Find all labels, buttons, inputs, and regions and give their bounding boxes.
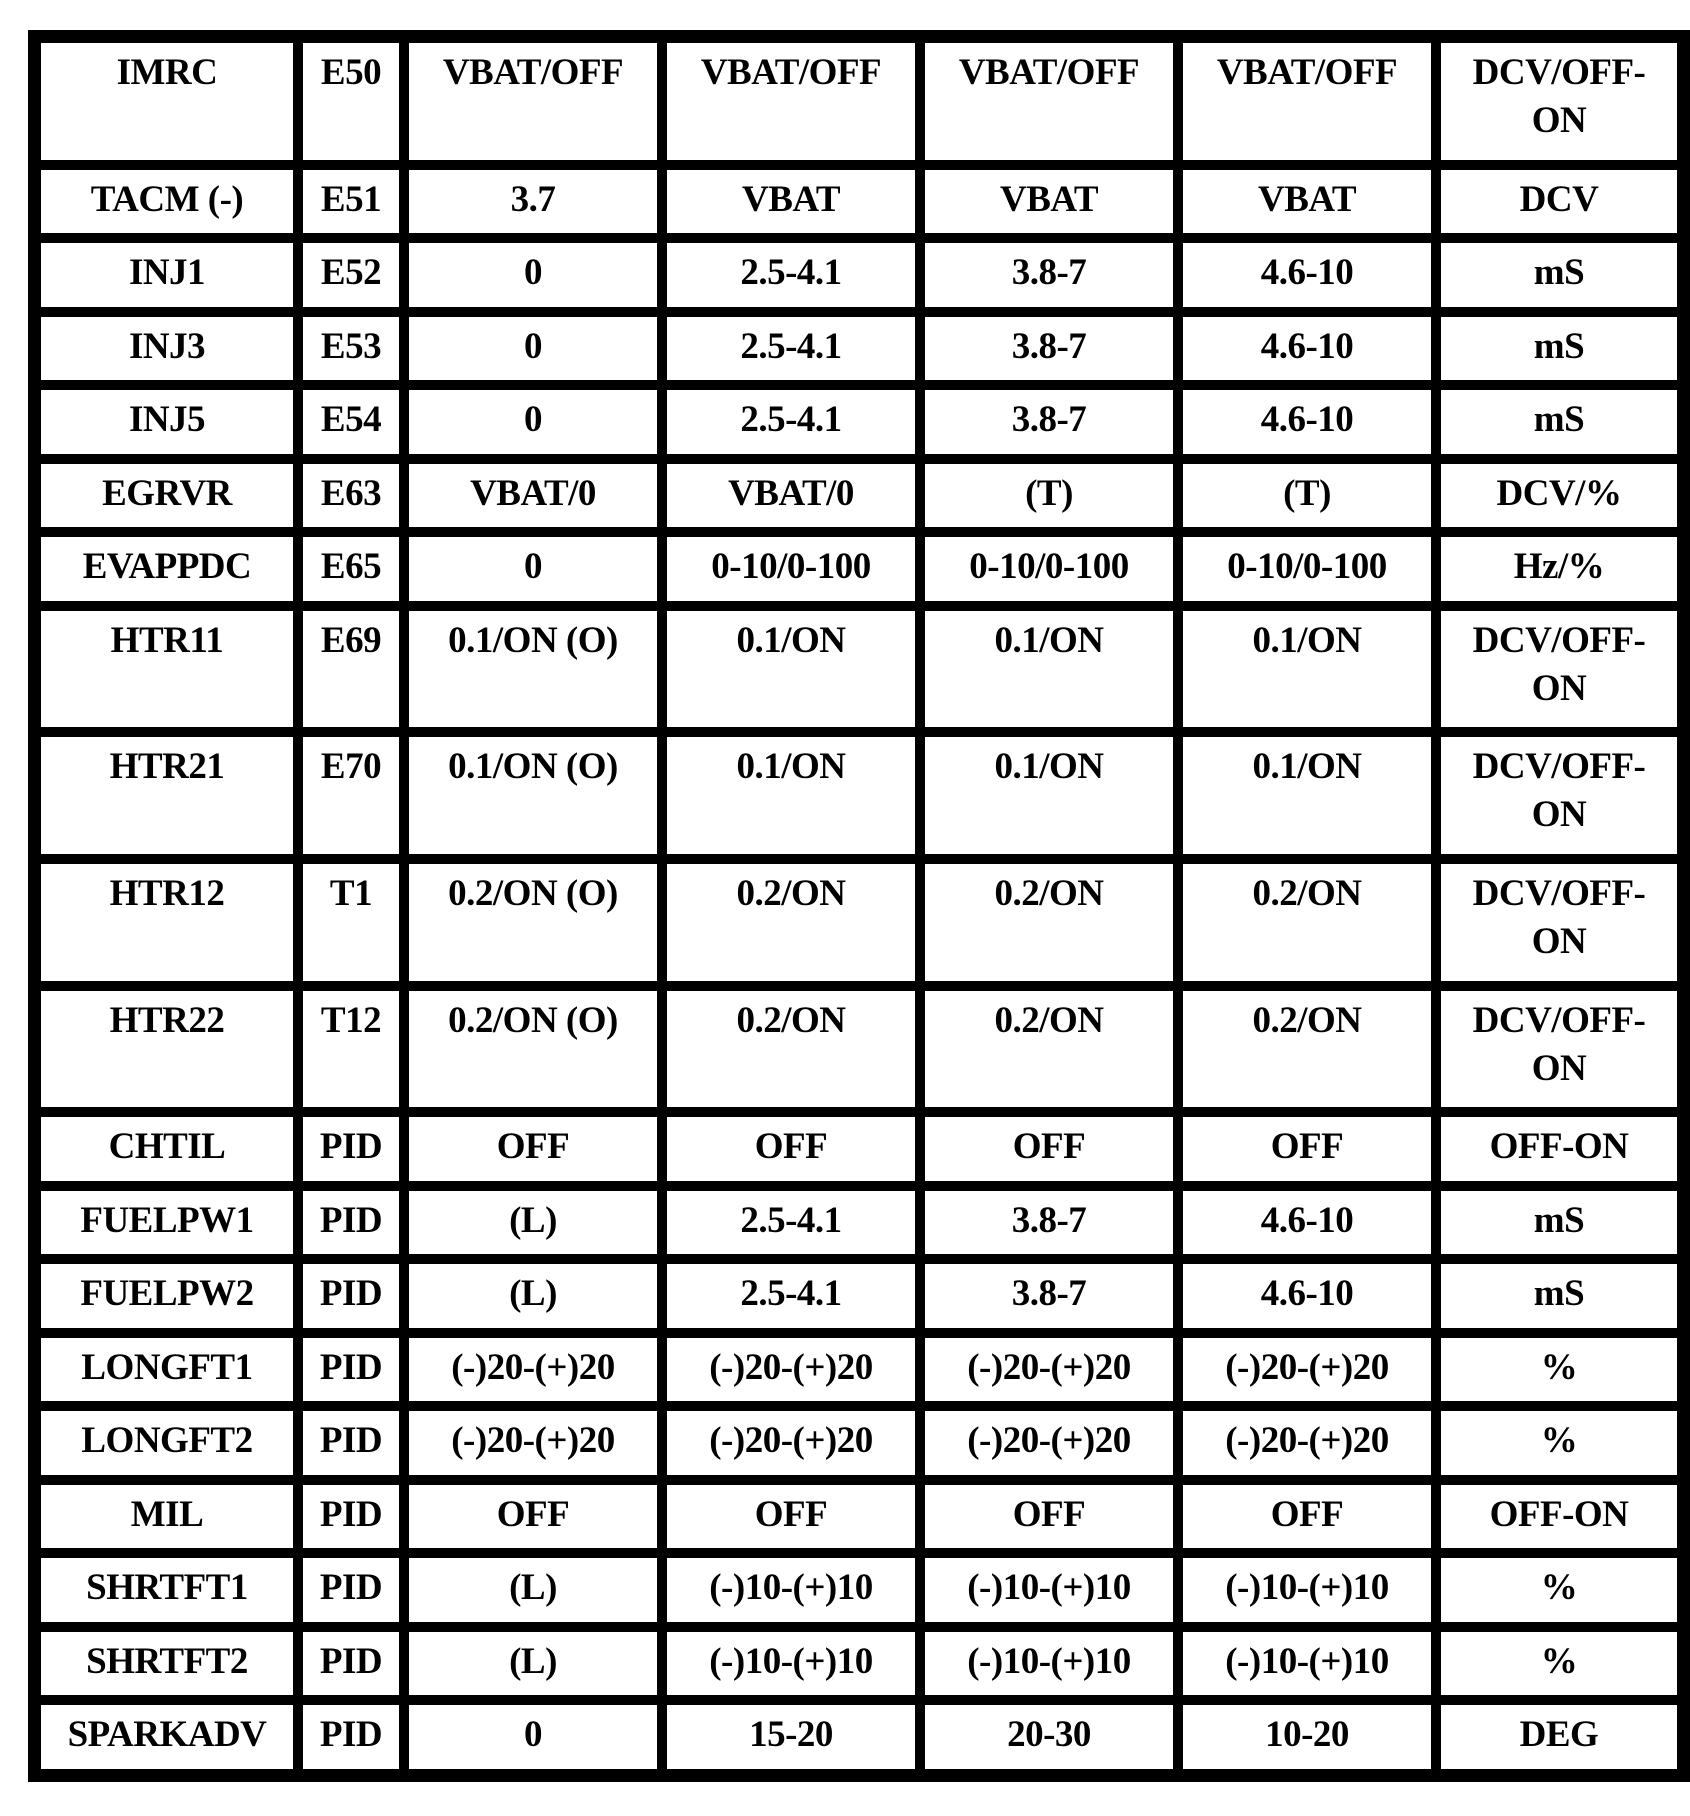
signal-name-cell: FUELPW1 <box>36 1186 298 1260</box>
unit-cell: mS <box>1436 385 1682 459</box>
value-col3-cell: 3.8-7 <box>920 1259 1178 1333</box>
value-col3-cell: VBAT <box>920 165 1178 239</box>
unit-cell: % <box>1436 1333 1682 1407</box>
value-col3-cell: (-)10-(+)10 <box>920 1627 1178 1701</box>
value-col3-cell: (-)20-(+)20 <box>920 1406 1178 1480</box>
value-col3-cell: 3.8-7 <box>920 1186 1178 1260</box>
value-col2-cell: (-)10-(+)10 <box>662 1553 920 1627</box>
value-col2-cell: 2.5-4.1 <box>662 1259 920 1333</box>
table-row <box>36 459 1682 533</box>
pin-cell: E70 <box>298 732 404 859</box>
pin-cell: PID <box>298 1333 404 1407</box>
value-col2-cell: 15-20 <box>662 1700 920 1774</box>
pin-cell: PID <box>298 1627 404 1701</box>
value-col2-cell: VBAT/OFF <box>662 38 920 165</box>
value-col1-cell: 0 <box>404 532 662 606</box>
value-col2-cell: OFF <box>662 1112 920 1186</box>
value-col1-cell: (-)20-(+)20 <box>404 1333 662 1407</box>
table-row <box>36 1259 1682 1333</box>
table-row <box>36 312 1682 386</box>
value-col3-cell: 0.1/ON <box>920 732 1178 859</box>
value-col2-cell: 0.2/ON <box>662 986 920 1113</box>
unit-cell: % <box>1436 1627 1682 1701</box>
value-col3-cell: 3.8-7 <box>920 385 1178 459</box>
table-row <box>36 1112 1682 1186</box>
value-col3-cell: 0.2/ON <box>920 859 1178 986</box>
signal-name-cell: INJ3 <box>36 312 298 386</box>
value-col4-cell: (-)20-(+)20 <box>1178 1333 1436 1407</box>
table-row <box>36 1333 1682 1407</box>
unit-cell: DCV/OFF- ON <box>1436 986 1682 1113</box>
table-row <box>36 606 1682 733</box>
value-col4-cell: 4.6-10 <box>1178 1186 1436 1260</box>
value-col1-cell: (L) <box>404 1553 662 1627</box>
unit-cell: DCV/OFF- ON <box>1436 38 1682 165</box>
pin-cell: PID <box>298 1553 404 1627</box>
value-col1-cell: 3.7 <box>404 165 662 239</box>
value-col3-cell: (T) <box>920 459 1178 533</box>
value-col2-cell: 2.5-4.1 <box>662 385 920 459</box>
signal-name-cell: EGRVR <box>36 459 298 533</box>
value-col1-cell: VBAT/0 <box>404 459 662 533</box>
unit-cell: mS <box>1436 312 1682 386</box>
unit-cell: mS <box>1436 1186 1682 1260</box>
value-col1-cell: (L) <box>404 1259 662 1333</box>
value-col1-cell: 0.1/ON (O) <box>404 732 662 859</box>
value-col3-cell: 20-30 <box>920 1700 1178 1774</box>
table-row <box>36 859 1682 986</box>
value-col3-cell: 0.1/ON <box>920 606 1178 733</box>
value-col4-cell: 4.6-10 <box>1178 385 1436 459</box>
value-col1-cell: (L) <box>404 1627 662 1701</box>
value-col1-cell: 0 <box>404 238 662 312</box>
signal-name-cell: SHRTFT1 <box>36 1553 298 1627</box>
value-col3-cell: (-)20-(+)20 <box>920 1333 1178 1407</box>
value-col2-cell: 2.5-4.1 <box>662 312 920 386</box>
value-col3-cell: 0.2/ON <box>920 986 1178 1113</box>
signal-name-cell: CHTIL <box>36 1112 298 1186</box>
table-row <box>36 1627 1682 1701</box>
unit-cell: mS <box>1436 238 1682 312</box>
signal-name-cell: EVAPPDC <box>36 532 298 606</box>
signal-name-cell: TACM (-) <box>36 165 298 239</box>
table-row <box>36 532 1682 606</box>
signal-name-cell: MIL <box>36 1480 298 1554</box>
pin-cell: PID <box>298 1406 404 1480</box>
unit-cell: OFF-ON <box>1436 1112 1682 1186</box>
pin-cell: E54 <box>298 385 404 459</box>
value-col2-cell: 2.5-4.1 <box>662 238 920 312</box>
signal-name-cell: HTR12 <box>36 859 298 986</box>
table-row <box>36 385 1682 459</box>
value-col2-cell: (-)20-(+)20 <box>662 1333 920 1407</box>
unit-cell: % <box>1436 1553 1682 1627</box>
value-col2-cell: VBAT/0 <box>662 459 920 533</box>
signal-name-cell: SHRTFT2 <box>36 1627 298 1701</box>
signal-name-cell: INJ5 <box>36 385 298 459</box>
pin-cell: PID <box>298 1186 404 1260</box>
pin-cell: T1 <box>298 859 404 986</box>
value-col4-cell: (-)10-(+)10 <box>1178 1627 1436 1701</box>
document-page <box>28 30 1646 1782</box>
pin-cell: E65 <box>298 532 404 606</box>
pin-cell: E63 <box>298 459 404 533</box>
table-body <box>36 38 1682 1774</box>
value-col1-cell: (L) <box>404 1186 662 1260</box>
value-col4-cell: OFF <box>1178 1480 1436 1554</box>
value-col1-cell: 0.2/ON (O) <box>404 986 662 1113</box>
signal-name-cell: FUELPW2 <box>36 1259 298 1333</box>
unit-cell: mS <box>1436 1259 1682 1333</box>
value-col2-cell: VBAT <box>662 165 920 239</box>
value-col4-cell: 0-10/0-100 <box>1178 532 1436 606</box>
value-col2-cell: (-)10-(+)10 <box>662 1627 920 1701</box>
pin-cell: T12 <box>298 986 404 1113</box>
value-col3-cell: OFF <box>920 1112 1178 1186</box>
value-col1-cell: 0.1/ON (O) <box>404 606 662 733</box>
value-col1-cell: OFF <box>404 1112 662 1186</box>
signal-name-cell: HTR21 <box>36 732 298 859</box>
unit-cell: OFF-ON <box>1436 1480 1682 1554</box>
pin-cell: PID <box>298 1700 404 1774</box>
pin-cell: E50 <box>298 38 404 165</box>
unit-cell: DEG <box>1436 1700 1682 1774</box>
unit-cell: DCV/OFF- ON <box>1436 606 1682 733</box>
value-col4-cell: 4.6-10 <box>1178 238 1436 312</box>
table-row <box>36 38 1682 165</box>
signal-name-cell: LONGFT1 <box>36 1333 298 1407</box>
table-row <box>36 165 1682 239</box>
unit-cell: Hz/% <box>1436 532 1682 606</box>
value-col2-cell: 0.1/ON <box>662 606 920 733</box>
pin-cell: PID <box>298 1480 404 1554</box>
value-col4-cell: VBAT <box>1178 165 1436 239</box>
unit-cell: DCV <box>1436 165 1682 239</box>
value-col4-cell: 0.2/ON <box>1178 859 1436 986</box>
value-col4-cell: 0.1/ON <box>1178 732 1436 859</box>
value-col4-cell: (-)10-(+)10 <box>1178 1553 1436 1627</box>
value-col3-cell: 3.8-7 <box>920 312 1178 386</box>
signal-name-cell: SPARKADV <box>36 1700 298 1774</box>
value-col1-cell: VBAT/OFF <box>404 38 662 165</box>
value-col4-cell: VBAT/OFF <box>1178 38 1436 165</box>
value-col2-cell: (-)20-(+)20 <box>662 1406 920 1480</box>
value-col2-cell: 0-10/0-100 <box>662 532 920 606</box>
table-row <box>36 1186 1682 1260</box>
value-col4-cell: OFF <box>1178 1112 1436 1186</box>
value-col3-cell: OFF <box>920 1480 1178 1554</box>
value-col3-cell: 0-10/0-100 <box>920 532 1178 606</box>
signal-name-cell: HTR22 <box>36 986 298 1113</box>
unit-cell: DCV/OFF- ON <box>1436 732 1682 859</box>
value-col1-cell: (-)20-(+)20 <box>404 1406 662 1480</box>
pin-cell: E69 <box>298 606 404 733</box>
signal-name-cell: IMRC <box>36 38 298 165</box>
table-row <box>36 732 1682 859</box>
signal-name-cell: HTR11 <box>36 606 298 733</box>
unit-cell: DCV/OFF- ON <box>1436 859 1682 986</box>
value-col4-cell: 4.6-10 <box>1178 312 1436 386</box>
value-col1-cell: 0 <box>404 312 662 386</box>
table-row <box>36 1553 1682 1627</box>
pin-cell: E52 <box>298 238 404 312</box>
value-col3-cell: VBAT/OFF <box>920 38 1178 165</box>
value-col4-cell: 10-20 <box>1178 1700 1436 1774</box>
value-col3-cell: 3.8-7 <box>920 238 1178 312</box>
unit-cell: % <box>1436 1406 1682 1480</box>
value-col1-cell: 0.2/ON (O) <box>404 859 662 986</box>
pin-cell: PID <box>298 1259 404 1333</box>
pin-cell: E51 <box>298 165 404 239</box>
table-row <box>36 1700 1682 1774</box>
value-col1-cell: 0 <box>404 1700 662 1774</box>
value-col4-cell: 0.1/ON <box>1178 606 1436 733</box>
pin-cell: PID <box>298 1112 404 1186</box>
value-col1-cell: 0 <box>404 385 662 459</box>
table-row <box>36 1480 1682 1554</box>
value-col3-cell: (-)10-(+)10 <box>920 1553 1178 1627</box>
value-col4-cell: 4.6-10 <box>1178 1259 1436 1333</box>
value-col1-cell: OFF <box>404 1480 662 1554</box>
value-col2-cell: 0.1/ON <box>662 732 920 859</box>
table-row <box>36 986 1682 1113</box>
signal-name-cell: INJ1 <box>36 238 298 312</box>
pin-cell: E53 <box>298 312 404 386</box>
value-col2-cell: OFF <box>662 1480 920 1554</box>
value-col4-cell: (-)20-(+)20 <box>1178 1406 1436 1480</box>
value-col2-cell: 2.5-4.1 <box>662 1186 920 1260</box>
table-row <box>36 1406 1682 1480</box>
unit-cell: DCV/% <box>1436 459 1682 533</box>
value-col2-cell: 0.2/ON <box>662 859 920 986</box>
signal-spec-table <box>28 30 1690 1782</box>
value-col4-cell: (T) <box>1178 459 1436 533</box>
value-col4-cell: 0.2/ON <box>1178 986 1436 1113</box>
signal-name-cell: LONGFT2 <box>36 1406 298 1480</box>
table-row <box>36 238 1682 312</box>
